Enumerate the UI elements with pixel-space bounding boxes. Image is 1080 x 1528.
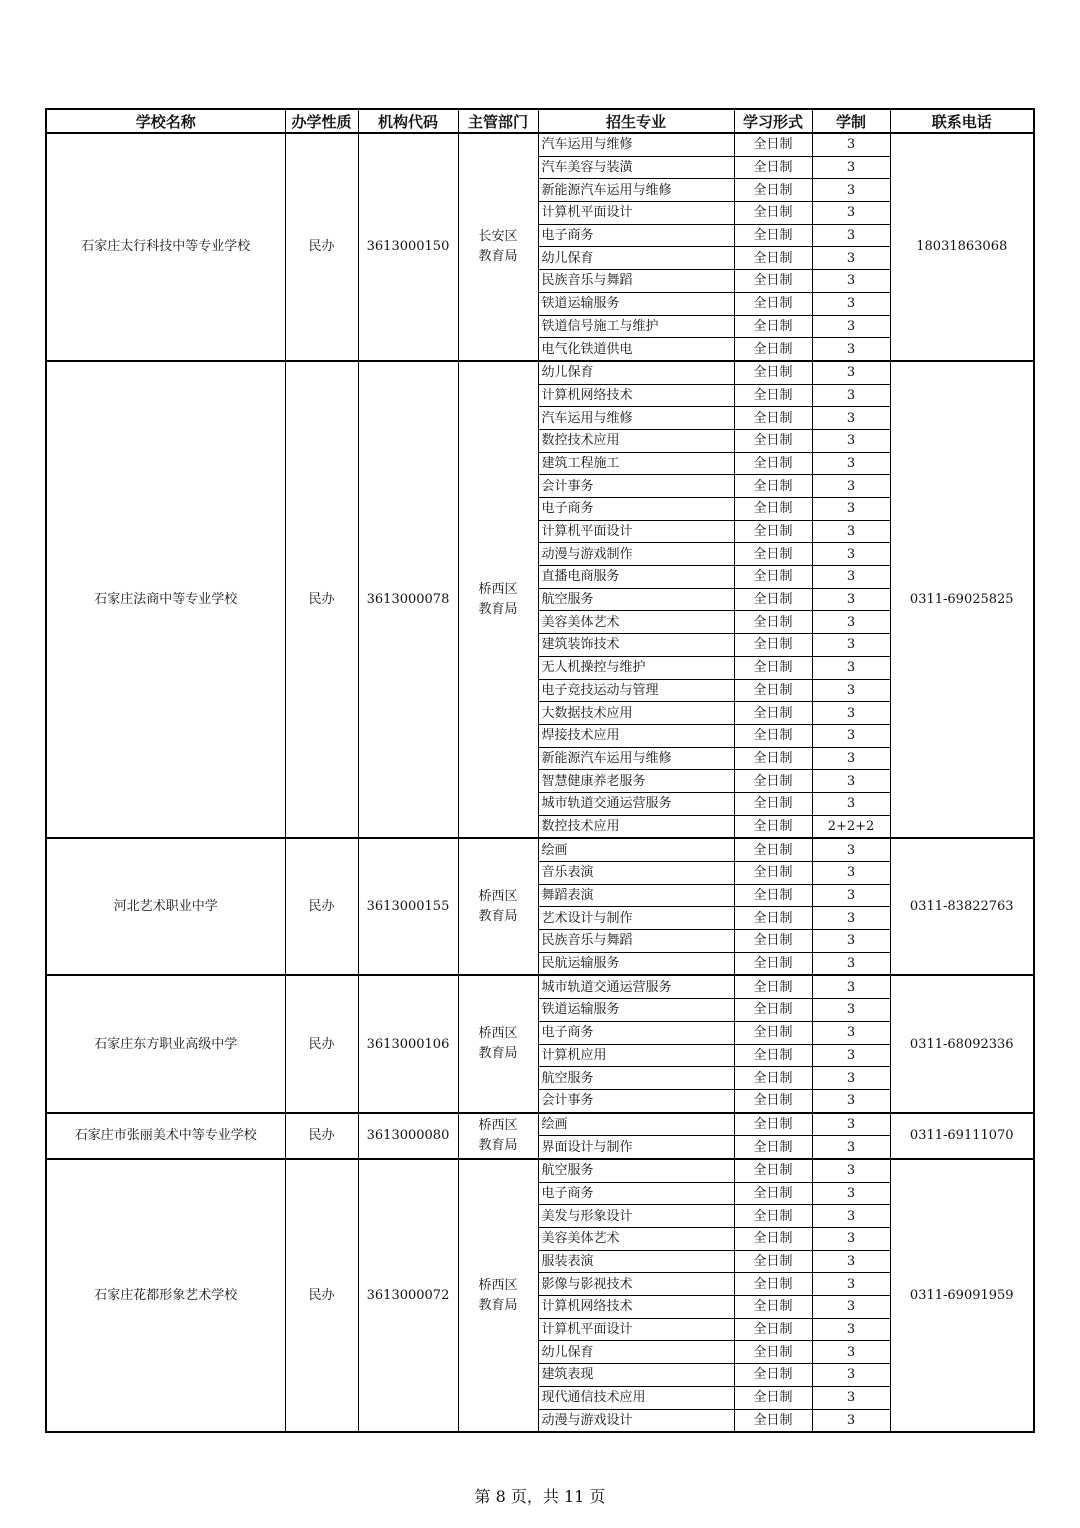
study-form: 全日制 xyxy=(734,1044,812,1067)
study-form: 全日制 xyxy=(734,543,812,566)
header-major: 招生专业 xyxy=(538,109,734,133)
major-name: 铁道运输服务 xyxy=(538,292,734,315)
enrollment-table xyxy=(45,108,1035,1433)
school-code: 3613000080 xyxy=(358,1113,458,1159)
study-form: 全日制 xyxy=(734,656,812,679)
study-form: 全日制 xyxy=(734,907,812,930)
study-form: 全日制 xyxy=(734,202,812,225)
study-years: 3 xyxy=(812,1136,890,1159)
major-name: 民族音乐与舞蹈 xyxy=(538,270,734,293)
study-years: 3 xyxy=(812,611,890,634)
study-years: 3 xyxy=(812,1409,890,1432)
major-name: 会计事务 xyxy=(538,1089,734,1112)
header-row xyxy=(46,109,1034,133)
dept-line: 教育局 xyxy=(478,1297,518,1313)
page-footer: 第 8 页，共 11 页 xyxy=(474,1487,606,1506)
major-name: 航空服务 xyxy=(538,588,734,611)
school-code: 3613000155 xyxy=(358,838,458,975)
study-years: 3 xyxy=(812,292,890,315)
header-years: 学制 xyxy=(812,109,890,133)
school-name: 石家庄太行科技中等专业学校 xyxy=(46,133,285,361)
study-form: 全日制 xyxy=(734,1273,812,1296)
major-name: 计算机平面设计 xyxy=(538,520,734,543)
study-form: 全日制 xyxy=(734,361,812,384)
contact-phone: 0311-68092336 xyxy=(890,975,1034,1112)
study-years: 3 xyxy=(812,179,890,202)
study-years: 3 xyxy=(812,224,890,247)
study-years: 3 xyxy=(812,338,890,361)
dept-line: 教育局 xyxy=(478,248,518,264)
school-name: 石家庄东方职业高级中学 xyxy=(46,975,285,1112)
study-form: 全日制 xyxy=(734,770,812,793)
study-years: 3 xyxy=(812,1159,890,1182)
study-form: 全日制 xyxy=(734,1159,812,1182)
study-form: 全日制 xyxy=(734,724,812,747)
school-code: 3613000150 xyxy=(358,133,458,361)
major-name: 航空服务 xyxy=(538,1067,734,1090)
major-name: 会计事务 xyxy=(538,475,734,498)
study-form: 全日制 xyxy=(734,1182,812,1205)
study-years: 3 xyxy=(812,498,890,521)
table-row xyxy=(46,361,1034,384)
school-nature: 民办 xyxy=(285,1159,358,1432)
study-form: 全日制 xyxy=(734,247,812,270)
study-years: 3 xyxy=(812,1044,890,1067)
study-form: 全日制 xyxy=(734,498,812,521)
major-name: 建筑工程施工 xyxy=(538,452,734,475)
study-form: 全日制 xyxy=(734,862,812,885)
study-form: 全日制 xyxy=(734,1021,812,1044)
study-years: 3 xyxy=(812,792,890,815)
table-row xyxy=(46,133,1034,156)
study-years: 3 xyxy=(812,1067,890,1090)
study-years: 3 xyxy=(812,702,890,725)
table-row xyxy=(46,1113,1034,1136)
major-name: 智慧健康养老服务 xyxy=(538,770,734,793)
dept-line: 教育局 xyxy=(478,1137,518,1153)
study-years: 3 xyxy=(812,429,890,452)
study-form: 全日制 xyxy=(734,1318,812,1341)
school-nature: 民办 xyxy=(285,133,358,361)
study-years: 3 xyxy=(812,1341,890,1364)
study-form: 全日制 xyxy=(734,520,812,543)
study-years: 3 xyxy=(812,907,890,930)
study-years: 3 xyxy=(812,1386,890,1409)
study-form: 全日制 xyxy=(734,156,812,179)
study-form: 全日制 xyxy=(734,611,812,634)
study-years: 3 xyxy=(812,1250,890,1273)
major-name: 大数据技术应用 xyxy=(538,702,734,725)
contact-phone: 0311-69025825 xyxy=(890,361,1034,838)
school-nature: 民办 xyxy=(285,975,358,1112)
study-years: 3 xyxy=(812,475,890,498)
major-name: 数控技术应用 xyxy=(538,429,734,452)
study-years: 3 xyxy=(812,975,890,998)
dept-line: 桥西区 xyxy=(478,1026,518,1041)
study-years: 3 xyxy=(812,952,890,975)
study-years: 3 xyxy=(812,1089,890,1112)
study-form: 全日制 xyxy=(734,179,812,202)
study-form: 全日制 xyxy=(734,338,812,361)
study-years: 3 xyxy=(812,247,890,270)
study-years: 3 xyxy=(812,1113,890,1136)
header-phone: 联系电话 xyxy=(890,109,1034,133)
major-name: 现代通信技术应用 xyxy=(538,1386,734,1409)
study-form: 全日制 xyxy=(734,1250,812,1273)
school-dept xyxy=(458,361,538,838)
major-name: 航空服务 xyxy=(538,1159,734,1182)
major-name: 新能源汽车运用与维修 xyxy=(538,179,734,202)
study-years: 3 xyxy=(812,1228,890,1251)
study-years: 3 xyxy=(812,862,890,885)
header-code: 机构代码 xyxy=(358,109,458,133)
study-form: 全日制 xyxy=(734,815,812,838)
study-form: 全日制 xyxy=(734,475,812,498)
major-name: 电子商务 xyxy=(538,224,734,247)
contact-phone: 0311-83822763 xyxy=(890,838,1034,975)
major-name: 美发与形象设计 xyxy=(538,1205,734,1228)
study-form: 全日制 xyxy=(734,792,812,815)
major-name: 新能源汽车运用与维修 xyxy=(538,747,734,770)
study-years: 3 xyxy=(812,634,890,657)
study-years: 3 xyxy=(812,884,890,907)
table-body xyxy=(46,133,1034,1432)
school-name: 河北艺术职业中学 xyxy=(46,838,285,975)
study-years: 3 xyxy=(812,724,890,747)
study-form: 全日制 xyxy=(734,452,812,475)
major-name: 电子竞技运动与管理 xyxy=(538,679,734,702)
study-form: 全日制 xyxy=(734,999,812,1022)
dept-line: 教育局 xyxy=(478,1046,518,1061)
study-form: 全日制 xyxy=(734,634,812,657)
major-name: 数控技术应用 xyxy=(538,815,734,838)
study-form: 全日制 xyxy=(734,884,812,907)
table-row xyxy=(46,1159,1034,1182)
contact-phone: 18031863068 xyxy=(890,133,1034,361)
study-years: 3 xyxy=(812,1273,890,1296)
major-name: 电子商务 xyxy=(538,1021,734,1044)
study-years: 3 xyxy=(812,930,890,953)
major-name: 民族音乐与舞蹈 xyxy=(538,930,734,953)
study-form: 全日制 xyxy=(734,838,812,861)
table-row xyxy=(46,975,1034,998)
study-form: 全日制 xyxy=(734,1205,812,1228)
dept-line: 桥西区 xyxy=(478,581,518,597)
major-name: 幼儿保育 xyxy=(538,361,734,384)
study-years: 3 xyxy=(812,656,890,679)
major-name: 无人机操控与维护 xyxy=(538,656,734,679)
study-form: 全日制 xyxy=(734,133,812,156)
major-name: 影像与影视技术 xyxy=(538,1273,734,1296)
dept-line: 桥西区 xyxy=(478,888,518,904)
school-dept xyxy=(458,1113,538,1159)
study-form: 全日制 xyxy=(734,315,812,338)
major-name: 汽车运用与维修 xyxy=(538,407,734,430)
study-years: 3 xyxy=(812,588,890,611)
study-form: 全日制 xyxy=(734,1136,812,1159)
major-name: 幼儿保育 xyxy=(538,247,734,270)
study-form: 全日制 xyxy=(734,1296,812,1319)
major-name: 电气化铁道供电 xyxy=(538,338,734,361)
study-years: 3 xyxy=(812,1182,890,1205)
study-form: 全日制 xyxy=(734,566,812,589)
major-name: 计算机应用 xyxy=(538,1044,734,1067)
major-name: 美容美体艺术 xyxy=(538,1228,734,1251)
school-code: 3613000078 xyxy=(358,361,458,838)
major-name: 计算机网络技术 xyxy=(538,1296,734,1319)
study-form: 全日制 xyxy=(734,1386,812,1409)
study-years: 3 xyxy=(812,1205,890,1228)
study-years: 3 xyxy=(812,452,890,475)
header-nature: 办学性质 xyxy=(285,109,358,133)
study-form: 全日制 xyxy=(734,588,812,611)
major-name: 汽车运用与维修 xyxy=(538,133,734,156)
study-years: 3 xyxy=(812,156,890,179)
major-name: 铁道运输服务 xyxy=(538,999,734,1022)
major-name: 焊接技术应用 xyxy=(538,724,734,747)
header-school: 学校名称 xyxy=(46,109,285,133)
study-years: 3 xyxy=(812,1364,890,1387)
contact-phone: 0311-69091959 xyxy=(890,1159,1034,1432)
header-form: 学习形式 xyxy=(734,109,812,133)
study-form: 全日制 xyxy=(734,952,812,975)
study-years: 3 xyxy=(812,202,890,225)
school-name: 石家庄花都形象艺术学校 xyxy=(46,1159,285,1432)
study-years: 3 xyxy=(812,543,890,566)
major-name: 计算机平面设计 xyxy=(538,1318,734,1341)
study-form: 全日制 xyxy=(734,1228,812,1251)
dept-line: 教育局 xyxy=(478,908,518,924)
major-name: 界面设计与制作 xyxy=(538,1136,734,1159)
header-dept: 主管部门 xyxy=(458,109,538,133)
study-years: 3 xyxy=(812,999,890,1022)
study-form: 全日制 xyxy=(734,384,812,407)
study-form: 全日制 xyxy=(734,407,812,430)
study-years: 3 xyxy=(812,315,890,338)
study-form: 全日制 xyxy=(734,747,812,770)
study-form: 全日制 xyxy=(734,702,812,725)
major-name: 民航运输服务 xyxy=(538,952,734,975)
school-name: 石家庄市张丽美术中等专业学校 xyxy=(46,1113,285,1159)
dept-line: 教育局 xyxy=(478,601,518,617)
major-name: 计算机网络技术 xyxy=(538,384,734,407)
study-years: 3 xyxy=(812,384,890,407)
study-years: 3 xyxy=(812,1296,890,1319)
major-name: 电子商务 xyxy=(538,498,734,521)
dept-line: 长安区 xyxy=(478,228,518,244)
study-form: 全日制 xyxy=(734,679,812,702)
school-dept xyxy=(458,975,538,1112)
study-form: 全日制 xyxy=(734,292,812,315)
school-dept xyxy=(458,838,538,975)
study-form: 全日制 xyxy=(734,429,812,452)
study-form: 全日制 xyxy=(734,1113,812,1136)
study-years: 3 xyxy=(812,1318,890,1341)
major-name: 城市轨道交通运营服务 xyxy=(538,975,734,998)
study-years: 3 xyxy=(812,361,890,384)
study-years: 3 xyxy=(812,770,890,793)
study-form: 全日制 xyxy=(734,224,812,247)
study-years: 3 xyxy=(812,747,890,770)
dept-line: 桥西区 xyxy=(478,1117,518,1133)
major-name: 电子商务 xyxy=(538,1182,734,1205)
major-name: 建筑装饰技术 xyxy=(538,634,734,657)
study-years: 3 xyxy=(812,520,890,543)
major-name: 美容美体艺术 xyxy=(538,611,734,634)
table-row xyxy=(46,838,1034,861)
major-name: 幼儿保育 xyxy=(538,1341,734,1364)
major-name: 铁道信号施工与维护 xyxy=(538,315,734,338)
study-form: 全日制 xyxy=(734,1364,812,1387)
major-name: 服装表演 xyxy=(538,1250,734,1273)
school-nature: 民办 xyxy=(285,838,358,975)
major-name: 直播电商服务 xyxy=(538,566,734,589)
major-name: 建筑表现 xyxy=(538,1364,734,1387)
dept-line: 桥西区 xyxy=(478,1277,518,1293)
contact-phone: 0311-69111070 xyxy=(890,1113,1034,1159)
study-form: 全日制 xyxy=(734,1067,812,1090)
school-code: 3613000072 xyxy=(358,1159,458,1432)
study-years: 3 xyxy=(812,838,890,861)
major-name: 绘画 xyxy=(538,1113,734,1136)
major-name: 汽车美容与装潢 xyxy=(538,156,734,179)
major-name: 音乐表演 xyxy=(538,862,734,885)
study-years: 3 xyxy=(812,566,890,589)
study-form: 全日制 xyxy=(734,930,812,953)
study-years: 3 xyxy=(812,407,890,430)
study-years: 2+2+2 xyxy=(812,815,890,838)
major-name: 舞蹈表演 xyxy=(538,884,734,907)
school-code: 3613000106 xyxy=(358,975,458,1112)
study-years: 3 xyxy=(812,270,890,293)
study-form: 全日制 xyxy=(734,975,812,998)
school-dept xyxy=(458,1159,538,1432)
study-form: 全日制 xyxy=(734,1341,812,1364)
school-nature: 民办 xyxy=(285,361,358,838)
major-name: 计算机平面设计 xyxy=(538,202,734,225)
study-form: 全日制 xyxy=(734,1409,812,1432)
school-nature: 民办 xyxy=(285,1113,358,1159)
major-name: 动漫与游戏制作 xyxy=(538,543,734,566)
school-name: 石家庄法商中等专业学校 xyxy=(46,361,285,838)
school-dept xyxy=(458,133,538,361)
major-name: 城市轨道交通运营服务 xyxy=(538,792,734,815)
study-years: 3 xyxy=(812,679,890,702)
major-name: 绘画 xyxy=(538,838,734,861)
study-form: 全日制 xyxy=(734,1089,812,1112)
major-name: 艺术设计与制作 xyxy=(538,907,734,930)
major-name: 动漫与游戏设计 xyxy=(538,1409,734,1432)
study-form: 全日制 xyxy=(734,270,812,293)
study-years: 3 xyxy=(812,133,890,156)
study-years: 3 xyxy=(812,1021,890,1044)
